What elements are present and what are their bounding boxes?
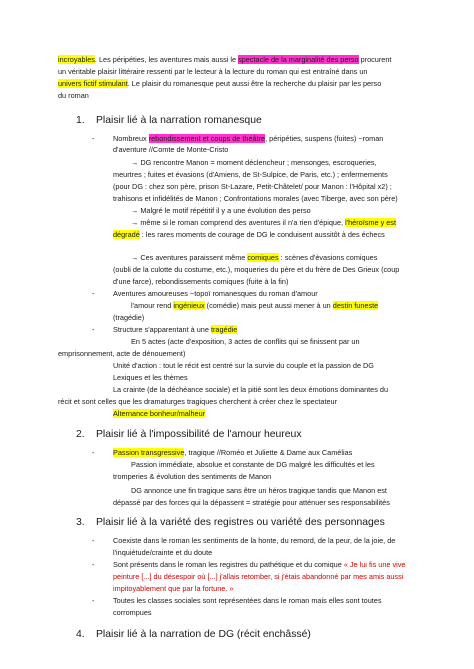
- s1-line-a: Nombreux rebondissement et coups de théâtre, péripéties, suspens (fuites) ~roman: [113, 134, 384, 143]
- highlight-incroyables: incroyables: [58, 55, 95, 64]
- highlight-heroisme: l'héroïsme y est: [345, 218, 396, 227]
- bullet-dash: -: [92, 448, 95, 457]
- s1-line-n: Aventures amoureuses ~topoï romanesques du roman d'amour: [113, 289, 318, 298]
- intro-line-1: incroyables. Les péripéties, les aventures mais aussi le spectacle de la marginalité des perso procurent: [58, 55, 392, 64]
- s1-line-q: Structure s'apparentant à une tragédie: [113, 325, 238, 334]
- section-4-title: Plaisir lié à la narration de DG (récit enchâssé): [96, 629, 311, 640]
- highlight-alternance: Alternance bonheur/malheur: [113, 409, 206, 418]
- highlight-tragedie: tragédie: [210, 325, 238, 334]
- intro-line-3: univers fictif stimulant. Le plaisir du romanesque peut aussi être la recherche du plaisir par les perso: [58, 79, 382, 88]
- s2-line-d: DG annonce une fin tragique sans être un héros tragique tandis que Manon est: [131, 486, 387, 495]
- s1-line-k: → Ces aventures paraissent même comiques : scènes d'évasions comiques: [131, 253, 378, 262]
- bullet-dash: -: [92, 289, 95, 298]
- s1-line-c: → DG rencontre Manon = moment déclencheur ; mensonges, escroqueries,: [131, 158, 377, 167]
- s1-line-d: meurtres ; fuites et évasions (d'Amiens, de St-Sulpice, de Paris, etc.) ; enfermements: [113, 170, 388, 179]
- highlight-spectacle: spectacle de la marginalité des perso: [238, 55, 359, 64]
- s1-line-x: [113, 409, 205, 419]
- section-3-number: 3.: [76, 517, 85, 528]
- s3-line-b: l'inquiétude/crainte et du doute: [113, 548, 213, 557]
- s1-line-r: En 5 actes (acte d'exposition, 3 actes de conflits qui se finissent par un: [131, 337, 360, 346]
- s1-line-o: l'amour rend ingénieux (comédie) mais peut aussi mener à un destin funeste: [131, 301, 379, 310]
- highlight-destin-funeste: destin funeste: [332, 301, 379, 310]
- s3-line-a: Coexiste dans le roman les sentiments de la honte, du remord, de la peur, de la joie, de: [113, 536, 396, 545]
- s1-line-l: (oubli de la culotte du costume, etc.), moqueries du père et du frère de Des Grieux (coup: [113, 265, 400, 274]
- s1-line-h: → même si le roman comprend des aventures il n'a rien d'épique, l'héroïsme y est: [131, 218, 396, 227]
- s2-line-e: dépassé par des forces qui la dépassent = stratégie pour atténuer ses responsabilités: [113, 498, 390, 507]
- section-1-title: Plaisir lié à la narration romanesque: [96, 115, 262, 126]
- s1-line-v: La crainte (de la déchéance sociale) et la pitié sont les deux émotions dominantes du: [113, 385, 389, 394]
- s1-line-f: trahisons et infidélités de Manon ; Confrontations morales (avec Tiberge, avec son père): [113, 194, 398, 203]
- s3-line-f: Toutes les classes sociales sont représentées dans le roman mais elles sont toutes: [113, 596, 382, 605]
- s1-line-p: (tragédie): [113, 313, 145, 322]
- s3-line-e: impitoyablement que par la fortune. »: [113, 584, 234, 593]
- s1-line-i: dégradé : les rares moments de courage de DG le conduisent aussitôt à des échecs: [113, 230, 385, 239]
- bullet-dash: -: [92, 560, 95, 569]
- section-2-number: 2.: [76, 429, 85, 440]
- quote-red: « Je lui fis une vive: [343, 560, 406, 569]
- highlight-comiques: comiques: [247, 253, 279, 262]
- highlight-degrade: dégradé: [113, 230, 140, 239]
- s1-line-e: (pour DG : chez son père, prison St-Lazare, Petit-Châtelet/ pour Manon : l'Hôpital x2) ;: [113, 182, 392, 191]
- s1-line-m: d'une farce), rebondissements comiques (fuite à la fin): [113, 277, 289, 286]
- intro-line-2: un véritable plaisir littéraire ressenti par le lecteur à la lecture du roman qui est entraîné dans un: [58, 67, 368, 76]
- bullet-dash: -: [92, 325, 95, 334]
- s2-line-b: Passion immédiate, absolue et constante de DG malgré les difficultés et les: [131, 460, 375, 469]
- highlight-rebondissement: rebondissement et coups de théâtre: [148, 134, 266, 143]
- bullet-dash: -: [92, 596, 95, 605]
- highlight-ingenieux: ingénieux: [173, 301, 205, 310]
- highlight-passion: Passion transgressive: [113, 448, 185, 457]
- s1-line-b: d'aventure //Comte de Monte-Cristo: [113, 145, 229, 154]
- s2-line-c: tromperies & évolution des sentiments de Manon: [113, 472, 272, 481]
- section-4-number: 4.: [76, 629, 85, 640]
- s3-line-g: corrompues: [113, 608, 152, 617]
- section-2-title: Plaisir lié à l'impossibilité de l'amour heureux: [96, 429, 302, 440]
- highlight-univers: univers fictif stimulant: [58, 79, 128, 88]
- bullet-dash: -: [92, 134, 95, 143]
- s1-line-s: emprisonnement, acte de dénouement): [58, 349, 186, 358]
- bullet-dash: -: [92, 536, 95, 545]
- section-3-title: Plaisir lié à la variété des registres ou variété des personnages: [96, 517, 385, 528]
- section-1-number: 1.: [76, 115, 85, 126]
- s1-line-w: récit et sont celles que les dramaturges tragiques cherchent à créer chez le spectateur: [58, 397, 338, 406]
- s3-line-d: peinture [...] du désespoir où [...] j'allais retomber, si j'étais abandonné par mes amis aussi: [113, 572, 404, 581]
- s1-line-u: Lexiques et les thèmes: [113, 373, 188, 382]
- s3-line-c: Sont présents dans le roman les registres du pathétique et du comique « Je lui fis une vive: [113, 560, 406, 569]
- s1-line-t: Unité d'action : tout le récit est centré sur la survie du couple et la passion de DG: [113, 361, 374, 370]
- s1-line-g: → Malgré le motif répétitif il y a une évolution des perso: [131, 206, 311, 215]
- s2-line-a: Passion transgressive, tragique //Roméo et Juliette & Dame aux Camélias: [113, 448, 353, 457]
- intro-line-4: du roman: [58, 91, 89, 100]
